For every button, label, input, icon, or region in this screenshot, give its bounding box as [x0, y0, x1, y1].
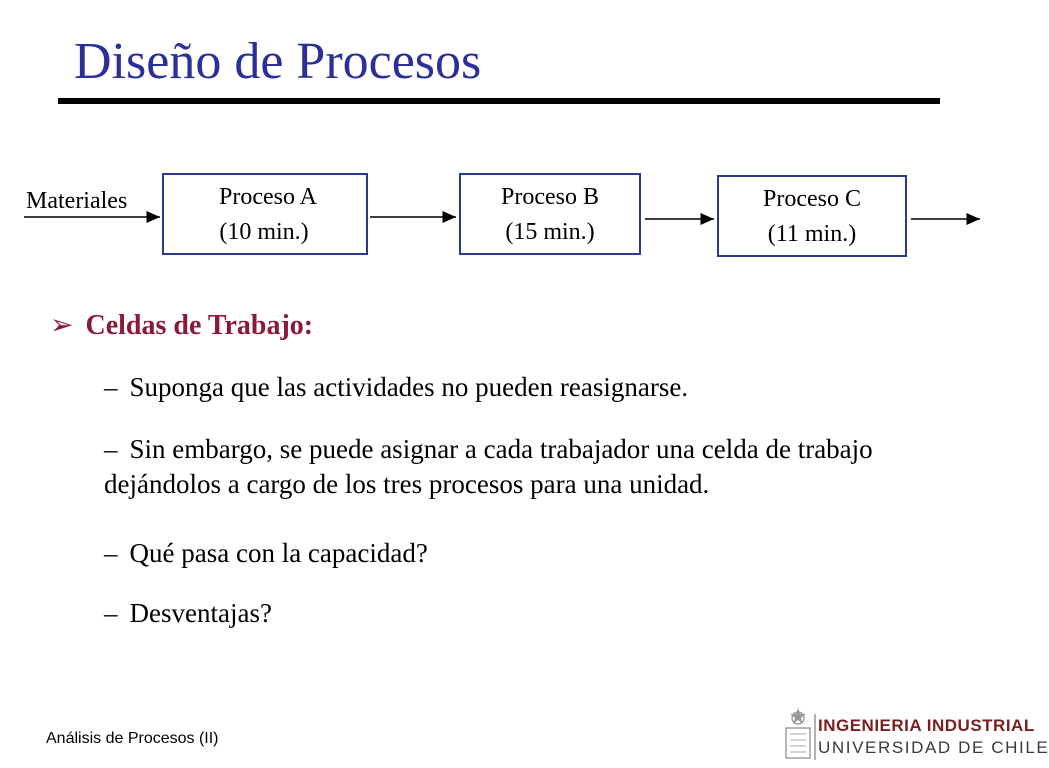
sub-item-text: Suponga que las actividades no pueden reasignarse.	[129, 372, 689, 402]
sub-item-3	[104, 536, 964, 571]
dash-marker: –	[104, 538, 118, 568]
logo-line-2: UNIVERSIDAD DE CHILE	[818, 738, 1049, 757]
sub-item-4	[104, 596, 964, 631]
dash-marker: –	[104, 434, 118, 464]
process-b-time: (15 min.)	[505, 219, 595, 245]
bullet-text: Celdas de Trabajo:	[85, 310, 314, 341]
sub-item-text: Sin embargo, se puede asignar a cada trabajador una celda de trabajo dejándolos a cargo de los tres procesos para una unidad.	[104, 434, 873, 499]
bullet-arrow-icon: ➢	[50, 310, 74, 341]
process-flow-diagram	[0, 160, 1024, 280]
title-underline	[58, 98, 940, 104]
process-c-name: Proceso C	[763, 186, 861, 212]
footer-course-title: Análisis de Procesos (II)	[46, 730, 219, 747]
process-b-name: Proceso B	[501, 184, 599, 210]
sub-item-text: Desventajas?	[129, 598, 272, 628]
sub-item-1	[104, 370, 964, 405]
process-a-time: (10 min.)	[219, 219, 309, 245]
slide-title: Diseño de Procesos	[74, 33, 482, 90]
process-a-name: Proceso A	[219, 184, 317, 210]
sub-item-text: Qué pasa con la capacidad?	[129, 538, 428, 568]
materials-label: Materiales	[26, 188, 128, 214]
process-c-time: (11 min.)	[767, 221, 857, 247]
dash-marker: –	[104, 598, 118, 628]
sub-item-2	[104, 432, 964, 502]
dash-marker: –	[104, 372, 118, 402]
bullet-celdas-de-trabajo	[50, 306, 313, 346]
logo-line-1: INGENIERIA INDUSTRIAL	[818, 716, 1035, 735]
university-seal-icon	[786, 708, 810, 758]
